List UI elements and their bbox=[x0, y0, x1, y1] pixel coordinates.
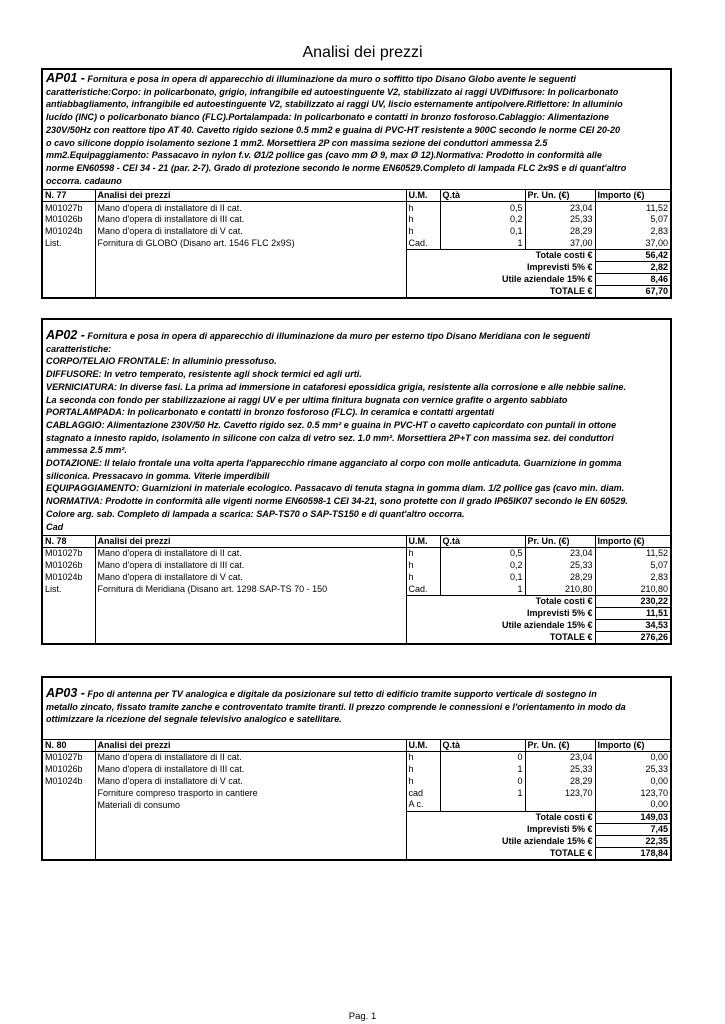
total-row: Totale costi € 230,22 bbox=[43, 595, 670, 607]
total-row: Imprevisti 5% € 7,45 bbox=[43, 823, 670, 835]
table-header: N. 78 Analisi dei prezzi U.M. Q.tà Pr. Un. (€) Importo (€) bbox=[43, 536, 670, 548]
item-code: AP02 - bbox=[46, 328, 85, 342]
total-row: Utile aziendale 15% € 8,46 bbox=[43, 273, 670, 285]
table-row: M01026b Mano d'opera di installatore di III cat. h 0,2 25,33 5,07 bbox=[45, 560, 668, 571]
grand-total-row: TOTALE € 178,84 bbox=[43, 847, 670, 859]
table-row: M01024b Mano d'opera di installatore di V cat. h 0,1 28,29 2,83 bbox=[45, 571, 668, 582]
total-row: Imprevisti 5% € 11,51 bbox=[43, 607, 670, 619]
table-row: Materiali di consumo A c. 0,00 bbox=[43, 799, 670, 811]
analysis-block-ap02 bbox=[41, 318, 672, 645]
table-row: M01024b Mano d'opera di installatore di V cat. h 0,1 28,29 2,83 bbox=[45, 226, 668, 237]
table-row: List. Fornitura di GLOBO (Disano art. 1546 FLC 2x9S) Cad. 1 37,00 37,00 bbox=[45, 237, 668, 248]
page-title: Analisi dei prezzi bbox=[302, 44, 423, 61]
price-analysis-table bbox=[43, 535, 670, 643]
item-description: AP02 - Fornitura e posa in opera di apparecchio di illuminazione da muro per esterno tipo Disano Meridiana con le seguenti caratteristiche: CORPO/TELAIO FRONTALE: In alluminio pressofuso. DIFFUSORE: In vetro temperato, resistente agli shock termici ed agli urti. VERNICIATURA: In diverse fasi. La prima ad immersione in cataforesi epossidica grigia, resistente alla corrosione e alle nebbie saline. La seconda con fondo per stabilizzazione ai raggi UV e per ultima finitura bugnata con vernice grafite o argento sabbiato PORTALAMPADA: In policarbonato e contatti in bronzo fosforoso (FLC). In ceramica e contatti argentati CABLAGGIO: Alimentazione 230V/50 Hz. Cavetto rigido sez. 0.5 mm² e guaina in PVC-HT o cavetto capicordato con puntali in ottone stagnato a innesto rapido, isolamento in silicone con calza di vetro sez. 1.0 mm². Morsettiera 2P+T con massima sez. dei conduttori ammessa 2.5 mm². DOTAZIONE: Il telaio frontale una volta aperta l'apparecchio rimane agganciato al corpo con molle anticaduta. Guarnizione in gomma siliconica. Pressacavo in gomma. Viterie imperdibili EQUIPAGGIAMENTO: Guarnizioni in materiale ecologico. Passacavo di tenuta stagna in gomma diam. 1/2 pollice gas (cavo min. diam. NORMATIVA: Prodotte in conformità alle vigenti norme EN60598-1 CEI 34-21, sono protette con il grado IP65IK07 secondo le EN 60529. Colore arg. sab. Completo di lampada a scarica: SAP-TS70 o SAP-TS150 e di quant'altro occorra. Cad bbox=[46, 328, 628, 532]
analysis-block-ap01 bbox=[41, 68, 672, 299]
table-header: N. 80 Analisi dei prezzi U.M. Q.tà Pr. Un. (€) Importo (€) bbox=[43, 740, 670, 752]
table-row: M01027b Mano d'opera di installatore di II cat. h 0,5 23,04 11,52 bbox=[45, 202, 668, 213]
total-row: Totale costi € 56,42 bbox=[43, 249, 670, 261]
item-description: AP03 - Fpo di antenna per TV analogica e digitale da posizionare sul tetto di edificio tramite supporto verticale di sostegno in metallo zincato, fissato tramite zanche e controventato tramite tiranti. Il prezzo comprende le connessioni e l'orientamento in modo da ottimizzare la ricezione del segnale televisivo analogico e satellitare. bbox=[46, 686, 626, 725]
grand-total-row: TOTALE € 276,26 bbox=[43, 631, 670, 643]
page-number: Pag. 1 bbox=[348, 1011, 377, 1022]
total-row: Totale costi € 149,03 bbox=[43, 811, 670, 823]
item-code: AP03 - bbox=[46, 686, 85, 700]
total-row: Utile aziendale 15% € 34,53 bbox=[43, 619, 670, 631]
item-code: AP01 - bbox=[46, 71, 85, 85]
price-analysis-table bbox=[43, 189, 670, 297]
table-header: N. 77 Analisi dei prezzi U.M. Q.tà Pr. Un. (€) Importo (€) bbox=[43, 190, 670, 202]
item-description: AP01 - Fornitura e posa in opera di apparecchio di illuminazione da muro o soffitto tipo Disano Globo avente le seguenti caratteristiche:Corpo: in policarbonato, grigio, infrangibile ed autoestinguente V2, stabilizzato ai raggi UVDiffusore: In policarbonato antiabbagliamento, infrangibile ed autoestinguente V2, stabilizzato ai raggi UV, liscio esternamente antipolvere.Riflettore: In alluminio lucido (INC) o policarbonato bianco (FLC).Portalampada: In policarbonato e contatti in bronzo fosforoso.Cablaggio: Alimentazione 230V/50Hz con reattore tipo AT 40. Cavetto rigido sezione 0.5 mm2 e guaina di PVC-HT resistente a 900C secondo le norme CEI 20-20 o cavo silicone doppio isolamento sezione 1 mm2. Morsettiera 2P con massima sezione dei conduttori ammessa 2.5 mm2.Equipaggiamento: Passacavo in nylon f.v. Ø1/2 pollice gas (cavo mm Ø 9, max Ø 12).Normativa: Prodotto in conformità alle norme EN60598 - CEI 34 - 21 (par. 2-7). Grado di protezione secondo le norme EN60529.Completo di lampada FLC 2x9S e di quant'altro occorra. cadauno bbox=[46, 71, 627, 186]
table-row: List. Fornitura di Meridiana (Disano art. 1298 SAP-TS 70 - 150 Cad. 1 210,80 210,80 bbox=[45, 583, 668, 594]
price-analysis-table bbox=[43, 739, 670, 859]
table-row: M01026b Mano d'opera di installatore di III cat. h 1 25,33 25,33 bbox=[45, 763, 668, 774]
total-row: Imprevisti 5% € 2,82 bbox=[43, 261, 670, 273]
table-row: M01027b Mano d'opera di installatore di II cat. h 0,5 23,04 11,52 bbox=[45, 548, 668, 559]
grand-total-row: TOTALE € 67,70 bbox=[43, 285, 670, 297]
table-row: M01027b Mano d'opera di installatore di II cat. h 0 23,04 0,00 bbox=[45, 752, 668, 763]
analysis-block-ap03 bbox=[41, 676, 672, 861]
table-row: M01026b Mano d'opera di installatore di III cat. h 0,2 25,33 5,07 bbox=[45, 214, 668, 225]
table-row: M01024b Mano d'opera di installatore di V cat. h 0 28,29 0,00 bbox=[45, 775, 668, 786]
table-row: Forniture compreso trasporto in cantiere cad 1 123,70 123,70 bbox=[43, 787, 670, 799]
total-row: Utile aziendale 15% € 22,35 bbox=[43, 835, 670, 847]
